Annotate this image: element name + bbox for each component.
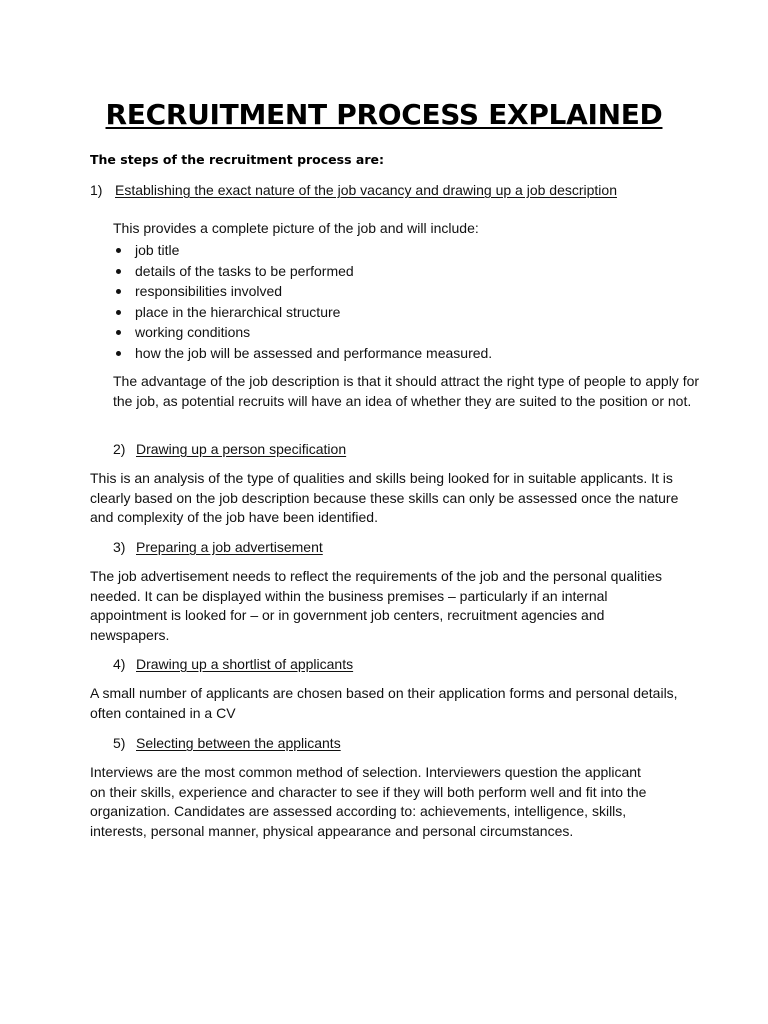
step2-body: This is an analysis of the type of qualities and skills being looked for in suitable applicants. It is clearly based on the job description because these skills can only be assessed once the nature and complexity of the job have been identified. <box>90 470 679 525</box>
step4-number: 4) <box>113 656 126 672</box>
step1-number: 1) <box>90 182 103 198</box>
step4-heading: Drawing up a shortlist of applicants <box>136 656 354 672</box>
step4-body: A small number of applicants are chosen based on their application forms and personal details, often contained in a CV <box>90 685 678 721</box>
step1-bullet-list <box>113 240 492 363</box>
step2-heading: Drawing up a person specification <box>136 441 347 457</box>
list-item: how the job will be assessed and performance measured. <box>113 343 492 364</box>
list-item: place in the hierarchical structure <box>113 302 492 323</box>
list-item: details of the tasks to be performed <box>113 261 492 282</box>
list-item: job title <box>113 240 492 261</box>
step3-heading: Preparing a job advertisement <box>136 539 323 555</box>
step1-lead: This provides a complete picture of the job and will include: <box>113 220 479 236</box>
list-item: responsibilities involved <box>113 281 492 302</box>
step2-number: 2) <box>113 441 126 457</box>
intro-heading: The steps of the recruitment process are: <box>90 152 384 167</box>
step1-body: The advantage of the job description is that it should attract the right type of people to apply for the job, as potential recruits will have an idea of whether they are suited to the position or not. <box>113 373 700 409</box>
step5-number: 5) <box>113 735 126 751</box>
step5-body: Interviews are the most common method of selection. Interviewers question the applicant on their skills, experience and character to see if they will both perform well and fit into the organization. Candidates are assessed according to: achievements, intelligence, skills, interests, personal manner, physical appearance and personal circumstances. <box>90 764 647 839</box>
step5-heading: Selecting between the applicants <box>136 735 341 751</box>
list-item: working conditions <box>113 322 492 343</box>
step3-body: The job advertisement needs to reflect the requirements of the job and the personal qualities needed. It can be displayed within the business premises – particularly if an internal appointment is looked for – or in government job centers, recruitment agencies and newspapers. <box>90 568 663 643</box>
step3-number: 3) <box>113 539 126 555</box>
step1-heading: Establishing the exact nature of the job vacancy and drawing up a job description <box>115 182 617 198</box>
page-title: RECRUITMENT PROCESS EXPLAINED <box>105 98 663 131</box>
